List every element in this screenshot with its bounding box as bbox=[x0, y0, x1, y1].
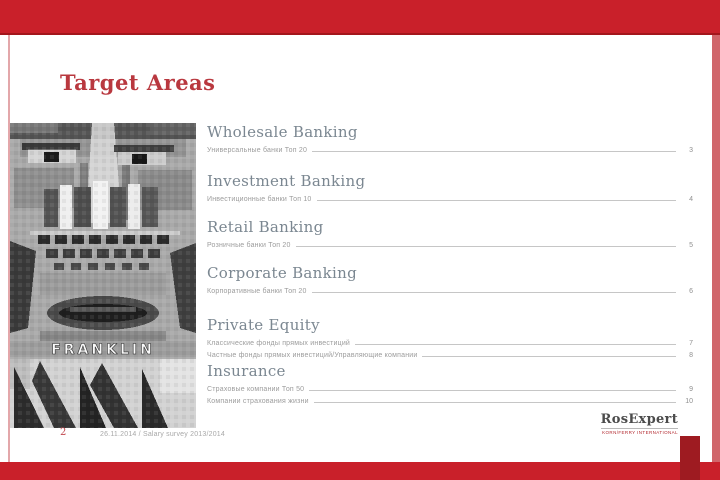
toc-item[interactable] bbox=[207, 347, 693, 359]
toc-item-page: 7 bbox=[689, 340, 693, 347]
toc-item[interactable] bbox=[207, 237, 693, 249]
logo-accent-bar bbox=[680, 436, 700, 480]
toc-item[interactable] bbox=[207, 142, 693, 154]
toc-item-label: Универсальные банки Топ 20 bbox=[207, 147, 308, 154]
toc-entry bbox=[207, 317, 693, 359]
franklin-banknote-image bbox=[10, 123, 196, 428]
toc-item-label: Корпоративные банки Топ 20 bbox=[207, 288, 307, 295]
toc bbox=[207, 124, 693, 421]
leader-line bbox=[317, 200, 676, 201]
toc-item[interactable] bbox=[207, 335, 693, 347]
toc-item[interactable] bbox=[207, 381, 693, 393]
rosexpert-logo bbox=[601, 413, 678, 435]
toc-entry bbox=[207, 219, 693, 249]
toc-item-page: 5 bbox=[689, 242, 693, 249]
franklin-label: FRANKLIN bbox=[51, 342, 155, 358]
slide-page-number: 2 bbox=[60, 427, 67, 438]
toc-item-page: 10 bbox=[685, 398, 693, 405]
toc-heading[interactable]: Insurance bbox=[207, 362, 286, 380]
right-red-strip bbox=[712, 35, 720, 462]
toc-entry bbox=[207, 124, 693, 154]
left-edge-line bbox=[8, 35, 10, 462]
toc-heading[interactable]: Corporate Banking bbox=[207, 264, 357, 282]
toc-item-page: 4 bbox=[689, 196, 693, 203]
leader-line bbox=[296, 246, 676, 247]
toc-item-page: 8 bbox=[689, 352, 693, 359]
toc-entry bbox=[207, 265, 693, 295]
toc-item[interactable] bbox=[207, 191, 693, 203]
toc-item-label: Компании страхования жизни bbox=[207, 398, 309, 405]
leader-line bbox=[309, 390, 676, 391]
toc-entry bbox=[207, 173, 693, 203]
toc-item[interactable] bbox=[207, 283, 693, 295]
leader-line bbox=[314, 402, 676, 403]
page-title: Target Areas bbox=[60, 70, 216, 95]
toc-heading[interactable]: Retail Banking bbox=[207, 218, 324, 236]
toc-item-label: Инвестиционные банки Топ 10 bbox=[207, 196, 312, 203]
toc-item-page: 9 bbox=[689, 386, 693, 393]
toc-item-label: Страховые компании Топ 50 bbox=[207, 386, 305, 393]
bottom-red-band bbox=[0, 462, 720, 480]
logo-name: RosExpert bbox=[600, 412, 678, 427]
toc-item-page: 6 bbox=[689, 288, 693, 295]
footer-note: 26.11.2014 / Salary survey 2013/2014 bbox=[100, 431, 225, 438]
top-red-band bbox=[0, 0, 720, 35]
logo-tagline: KORN/FERRY INTERNATIONAL bbox=[602, 430, 678, 435]
toc-item-page: 3 bbox=[689, 147, 693, 154]
leader-line bbox=[312, 151, 676, 152]
toc-item-label: Классические фонды прямых инвестиций bbox=[207, 340, 351, 347]
toc-item-label: Розничные банки Топ 20 bbox=[207, 242, 291, 249]
leader-line bbox=[422, 356, 676, 357]
leader-line bbox=[355, 344, 676, 345]
toc-item-label: Частные фонды прямых инвестиций/Управляющие компании bbox=[207, 352, 418, 359]
toc-item[interactable] bbox=[207, 393, 693, 405]
toc-heading[interactable]: Private Equity bbox=[207, 316, 320, 334]
leader-line bbox=[312, 292, 676, 293]
toc-heading[interactable]: Investment Banking bbox=[207, 172, 366, 190]
toc-heading[interactable]: Wholesale Banking bbox=[207, 123, 358, 141]
toc-entry bbox=[207, 363, 693, 405]
